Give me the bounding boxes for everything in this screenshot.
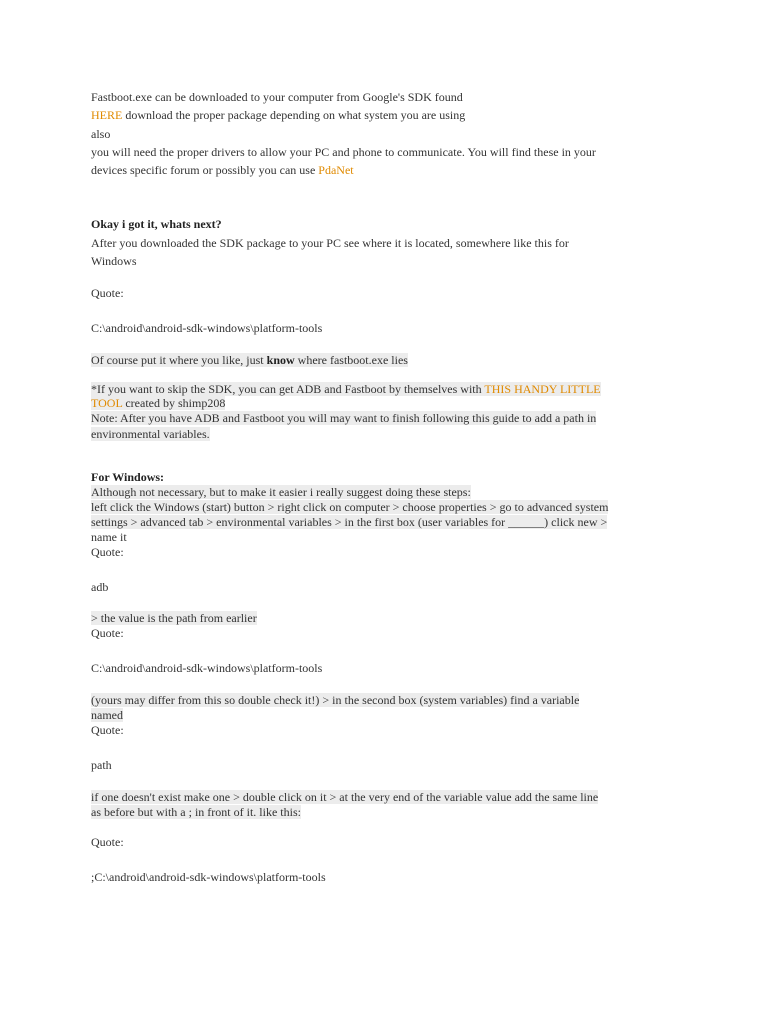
windows-heading: For Windows: (91, 470, 165, 484)
make-line-2 (91, 805, 301, 820)
tool-link[interactable]: TOOL (91, 396, 123, 410)
windows-steps-text: left click the Windows (start) button > right click on computer > choose properties > go to advanced system (91, 500, 609, 514)
intro-download-line (91, 108, 465, 123)
windows-steps-line-2 (91, 515, 607, 530)
make-line (91, 790, 598, 805)
note-line (91, 411, 596, 426)
note-text: Note: After you have ADB and Fastboot you will may want to finish following this guide to add a path in (91, 411, 597, 425)
note-text-2: environmental variables. (91, 427, 210, 441)
next-line-windows: Windows (91, 254, 137, 268)
quote-label: Quote: (91, 545, 124, 559)
differ-text-2: named (91, 708, 123, 722)
windows-steps-line (91, 500, 608, 515)
differ-line-2 (91, 708, 123, 723)
know-start: Of course put it where you like, just (91, 353, 267, 367)
quote-label: Quote: (91, 286, 124, 300)
know-line (91, 353, 408, 368)
skip-sdk-line (91, 382, 601, 397)
skip-sdk-line-2 (91, 396, 225, 411)
quote-label: Quote: (91, 626, 124, 640)
path-word: path (91, 758, 112, 772)
intro-line: Fastboot.exe can be downloaded to your computer from Google's SDK found (91, 90, 463, 104)
intro-pdanet-text: devices specific forum or possibly you can use (91, 163, 319, 177)
make-text: if one doesn't exist make one > double click on it > at the very end of the variable value add the same line (91, 790, 599, 804)
differ-text: (yours may differ from this so double check it!) > in the second box (system variables) find a variable (91, 693, 580, 707)
sdk-path-final: ;C:\android\android-sdk-windows\platform-tools (91, 870, 326, 884)
adb-text: adb (91, 580, 109, 594)
note-line-2 (91, 427, 210, 442)
created-by: created by shimp208 (122, 396, 226, 410)
next-heading: Okay i got it, whats next? (91, 217, 222, 231)
know-word: know (266, 353, 295, 367)
intro-drivers-line: you will need the proper drivers to allow your PC and phone to communicate. You will find these in your (91, 145, 596, 159)
windows-line (91, 485, 471, 500)
windows-steps-text-2: settings > advanced tab > environmental variables > in the first box (user variables for ______) click new > (91, 515, 608, 529)
skip-sdk-text: *If you want to skip the SDK, you can get ADB and Fastboot by themselves with (91, 382, 485, 396)
pdanet-link[interactable]: PdaNet (318, 163, 354, 177)
handy-tool-link[interactable]: THIS HANDY LITTLE (484, 382, 601, 396)
sdk-path: C:\android\android-sdk-windows\platform-tools (91, 321, 323, 335)
value-text: > the value is the path from earlier (91, 611, 257, 625)
here-link[interactable]: HERE (91, 108, 123, 122)
intro-pdanet-line (91, 163, 354, 178)
next-line: After you downloaded the SDK package to your PC see where it is located, somewhere like this for (91, 236, 569, 250)
windows-line-text: Although not necessary, but to make it easier i really suggest doing these steps: (91, 485, 471, 499)
windows-steps-line-3: name it (91, 530, 127, 544)
quote-label: Quote: (91, 835, 124, 849)
sdk-path: C:\android\android-sdk-windows\platform-tools (91, 661, 323, 675)
differ-line (91, 693, 579, 708)
make-text-2: as before but with a ; in front of it. like this: (91, 805, 301, 819)
know-end: where fastboot.exe lies (294, 353, 408, 367)
intro-also: also (91, 127, 111, 141)
value-line (91, 611, 257, 626)
intro-download-text: download the proper package depending on what system you are using (122, 108, 466, 122)
quote-label: Quote: (91, 723, 124, 737)
